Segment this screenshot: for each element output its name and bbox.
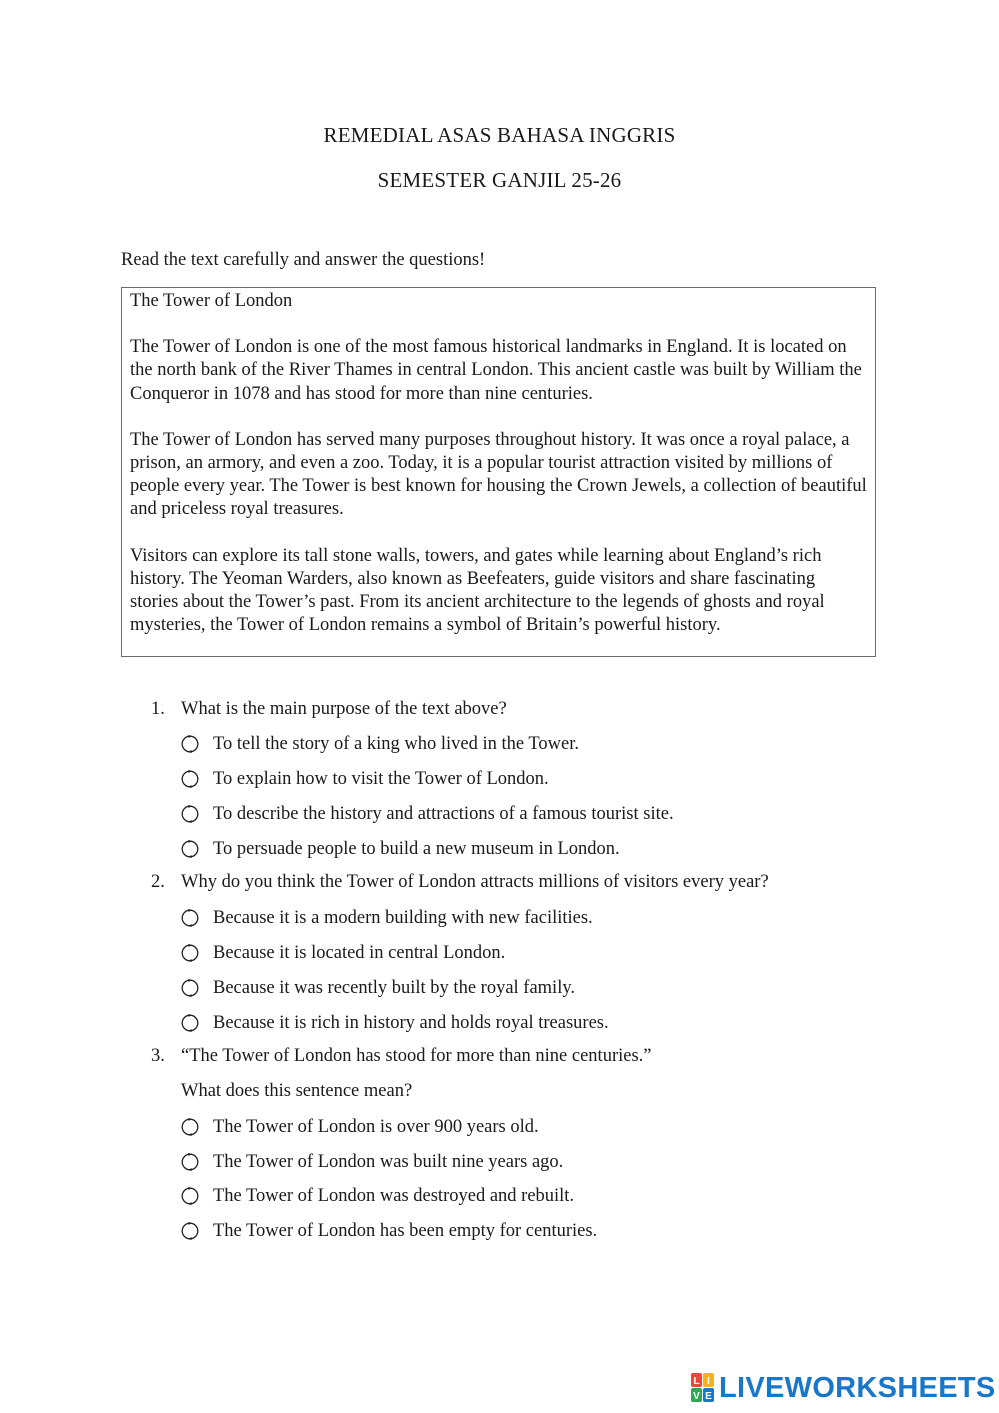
radio-circle-icon[interactable] [181, 1118, 199, 1136]
passage-paragraph: Visitors can explore its tall stone walls, towers, and gates while learning about England’s rich history. The Yeoman Warders, also known as Beefeaters, guide visitors and share fascinating stories about the Tower’s past. From its ancient architecture to the legends of ghosts and royal mysteries, the Tower of London remains a symbol of Britain’s powerful history. [130, 545, 825, 636]
question-number: 2. [151, 872, 165, 892]
svg-text:L: L [693, 1376, 700, 1387]
svg-text:E: E [705, 1391, 712, 1402]
answer-option[interactable] [181, 767, 549, 791]
radio-circle-icon[interactable] [181, 805, 199, 823]
option-label: To tell the story of a king who lived in the Tower. [213, 733, 579, 754]
option-label: Because it was recently built by the royal family. [213, 977, 576, 998]
answer-option[interactable] [181, 837, 620, 861]
option-label: The Tower of London has been empty for centuries. [213, 1220, 598, 1241]
answer-option[interactable] [181, 1150, 563, 1174]
liveworksheets-logo [691, 1372, 996, 1404]
option-label: To describe the history and attractions of a famous tourist site. [213, 803, 674, 824]
question-text: Why do you think the Tower of London attracts millions of visitors every year? [181, 872, 769, 892]
radio-circle-icon[interactable] [181, 1153, 199, 1171]
answer-option[interactable] [181, 906, 593, 930]
option-label: Because it is located in central London. [213, 942, 506, 963]
radio-circle-icon[interactable] [181, 944, 199, 962]
passage-paragraph: The Tower of London has served many purposes throughout history. It was once a royal palace, a prison, an armory, and even a zoo. Today, it is a popular tourist attraction visited by millions of people every year. The Tower is best known for housing the Crown Jewels, a collection of beautiful and priceless royal treasures. [130, 429, 867, 520]
radio-circle-icon[interactable] [181, 1222, 199, 1240]
option-label: To explain how to visit the Tower of London. [213, 768, 549, 789]
radio-circle-icon[interactable] [181, 770, 199, 788]
worksheet-subtitle: SEMESTER GANJIL 25-26 [377, 168, 622, 192]
radio-circle-icon[interactable] [181, 979, 199, 997]
liveworksheets-logo-icon [691, 1373, 715, 1403]
passage-title: The Tower of London [130, 291, 293, 311]
question-text: “The Tower of London has stood for more than nine centuries.” [181, 1046, 652, 1066]
answer-option[interactable] [181, 1219, 597, 1243]
answer-option[interactable] [181, 802, 674, 826]
answer-option[interactable] [181, 1115, 539, 1139]
answer-option[interactable] [181, 976, 575, 1000]
question-subtext: What does this sentence mean? [181, 1081, 413, 1101]
answer-option[interactable] [181, 1011, 609, 1035]
svg-text:V: V [693, 1391, 700, 1402]
passage-paragraph: The Tower of London is one of the most famous historical landmarks in England. It is located on the north bank of the River Thames in central London. This ancient castle was built by William the Conqueror in 1078 and has stood for more than nine centuries. [130, 337, 862, 404]
radio-circle-icon[interactable] [181, 1187, 199, 1205]
question-text: What is the main purpose of the text above? [181, 699, 507, 719]
question-number: 1. [151, 699, 165, 719]
svg-text:I: I [707, 1376, 710, 1387]
question-number: 3. [151, 1046, 165, 1066]
worksheet-title: REMEDIAL ASAS BAHASA INGGRIS [323, 123, 676, 147]
option-label: Because it is a modern building with new facilities. [213, 907, 593, 928]
option-label: The Tower of London was destroyed and rebuilt. [213, 1185, 575, 1206]
radio-circle-icon[interactable] [181, 840, 199, 858]
radio-circle-icon[interactable] [181, 735, 199, 753]
option-label: Because it is rich in history and holds royal treasures. [213, 1012, 609, 1033]
option-label: The Tower of London is over 900 years old. [213, 1116, 539, 1137]
option-label: To persuade people to build a new museum in London. [213, 838, 620, 859]
reading-passage-box [121, 287, 876, 657]
radio-circle-icon[interactable] [181, 909, 199, 927]
radio-circle-icon[interactable] [181, 1014, 199, 1032]
answer-option[interactable] [181, 941, 505, 965]
option-label: The Tower of London was built nine years ago. [213, 1151, 564, 1172]
instruction-text: Read the text carefully and answer the questions! [121, 250, 486, 270]
answer-option[interactable] [181, 732, 579, 756]
liveworksheets-brand-text: LIVEWORKSHEETS [719, 1371, 996, 1404]
answer-option[interactable] [181, 1184, 574, 1208]
